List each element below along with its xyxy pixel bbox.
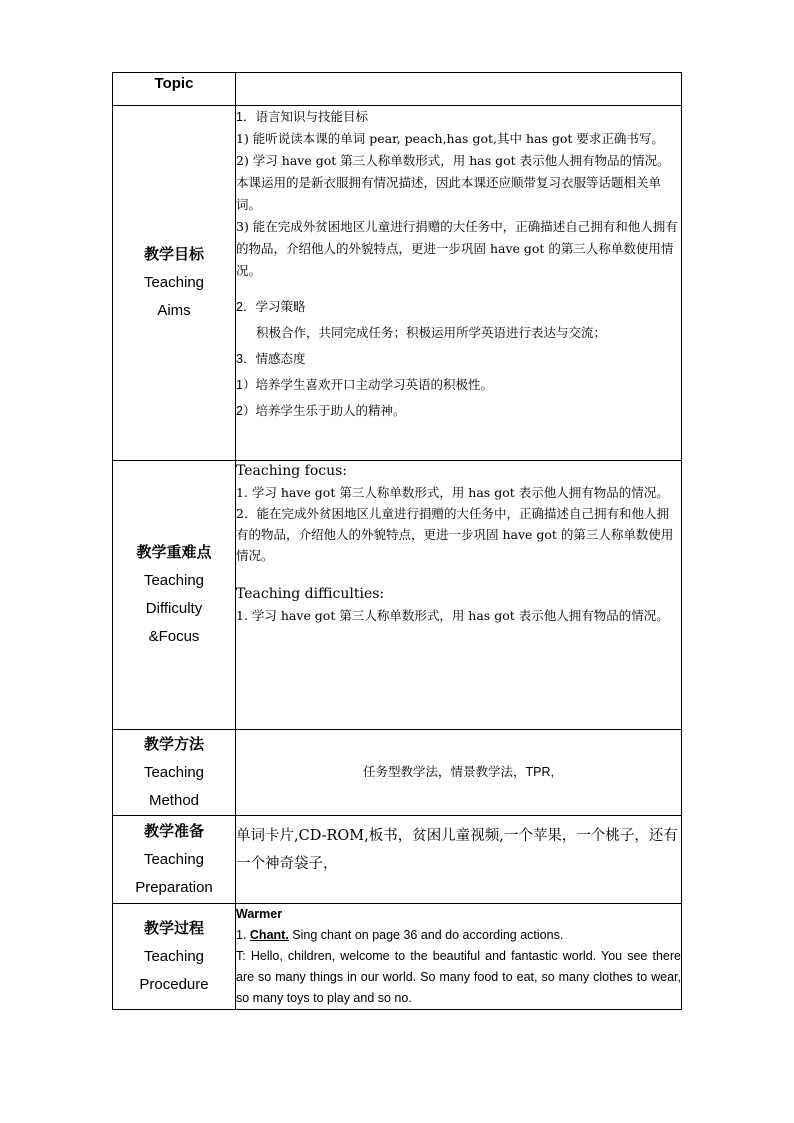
aims-item-2: 2) 学习 have got 第三人称单数形式，用 has got 表示他人拥有物品的情况。本课运用的是新衣服拥有情况描述，因此本课还应顺带复习衣服等话题相关单词。	[236, 153, 670, 212]
aims-label-en-1: Teaching	[143, 274, 205, 291]
chant-item-number: 1.	[236, 928, 250, 942]
aims-attitude-2: 2）培养学生乐于助人的精神。	[236, 404, 406, 418]
chant-item-title: Chant.	[249, 928, 289, 942]
topic-value-cell	[236, 73, 682, 106]
prep-label-cell	[113, 816, 236, 904]
aims-heading-2: 2．学习策略	[236, 300, 306, 314]
procedure-chant-item	[236, 925, 681, 946]
aims-row	[113, 106, 682, 461]
prep-value-cell	[236, 816, 682, 904]
aims-label-cn: 教学目标	[143, 246, 204, 263]
prep-value: 单词卡片,CD-ROM,板书，贫困儿童视频,一个苹果，一个桃子，还有一个神奇袋子，	[236, 828, 678, 872]
focus-label-cn: 教学重难点	[136, 544, 212, 561]
focus-row	[113, 461, 682, 730]
aims-heading-3: 3．情感态度	[236, 352, 306, 366]
aims-heading-1: 1．语言知识与技能目标	[236, 110, 368, 124]
method-label-cn: 教学方法	[143, 735, 204, 753]
topic-label-cell	[113, 73, 236, 106]
topic-row	[113, 73, 682, 106]
focus-item-2: 2．能在完成外贫困地区儿童进行捐赠的大任务中，正确描述自己拥有和他人拥有的物品，介绍他人的外貌特点，更进一步巩固 have got 的第三人称单数使用情况。	[236, 506, 674, 563]
prep-label-cn: 教学准备	[143, 822, 204, 840]
difficulties-heading: Teaching difficulties:	[236, 586, 385, 602]
prep-row	[113, 816, 682, 904]
method-label-en-2: Method	[148, 791, 200, 809]
aims-content-cell	[236, 106, 682, 461]
focus-item-1: 1. 学习 have got 第三人称单数形式，用 has got 表示他人拥有物品的情况。	[236, 485, 669, 500]
method-value: 任务型教学法，情景教学法，TPR,	[363, 765, 554, 779]
procedure-label-en-1: Teaching	[143, 947, 205, 965]
procedure-warmer-heading: Warmer	[236, 907, 283, 921]
procedure-content-cell	[236, 904, 682, 1010]
method-label-en-1: Teaching	[143, 763, 205, 781]
procedure-label-cell	[113, 904, 236, 1010]
focus-label-en-1: Teaching	[143, 572, 205, 589]
procedure-label-en-2: Procedure	[139, 975, 209, 993]
aims-strategy: 积极合作，共同完成任务；积极运用所学英语进行表达与交流；	[256, 326, 607, 340]
focus-label-cell	[113, 461, 236, 730]
difficulties-item-1: 1. 学习 have got 第三人称单数形式，用 has got 表示他人拥有物品的情况。	[236, 608, 669, 623]
aims-label-en-2: Aims	[157, 302, 191, 319]
aims-attitude-1: 1）培养学生喜欢开口主动学习英语的积极性。	[236, 378, 493, 392]
lesson-plan-table	[112, 72, 682, 1010]
focus-label-en-2: Difficulty	[145, 600, 203, 617]
aims-item-1: 1) 能听说读本课的单词 pear, peach,has got,其中 has got 要求正确书写。	[236, 131, 664, 146]
procedure-label-cn: 教学过程	[143, 919, 204, 937]
focus-content-cell	[236, 461, 682, 730]
focus-heading: Teaching focus:	[236, 463, 348, 479]
procedure-teacher-line: T: Hello, children, welcome to the beautiful and fantastic world. You see there are so many things in our world. So many food to eat, so many clothes to wear, so many toys to play and so no.	[236, 949, 681, 1005]
topic-label: Topic	[154, 75, 194, 92]
aims-item-3: 3) 能在完成外贫困地区儿童进行捐赠的大任务中，正确描述自己拥有和他人拥有的物品，介绍他人的外貌特点，更进一步巩固 have got 的第三人称单数使用情况。	[236, 219, 678, 278]
method-row	[113, 730, 682, 816]
prep-label-en-2: Preparation	[135, 878, 213, 896]
aims-label-cell	[113, 106, 236, 461]
method-label-cell	[113, 730, 236, 816]
prep-label-en-1: Teaching	[143, 850, 205, 868]
procedure-row	[113, 904, 682, 1010]
method-value-cell	[236, 730, 682, 816]
focus-label-en-3: &Focus	[148, 628, 200, 645]
chant-item-text: Sing chant on page 36 and do according actions.	[288, 928, 564, 942]
